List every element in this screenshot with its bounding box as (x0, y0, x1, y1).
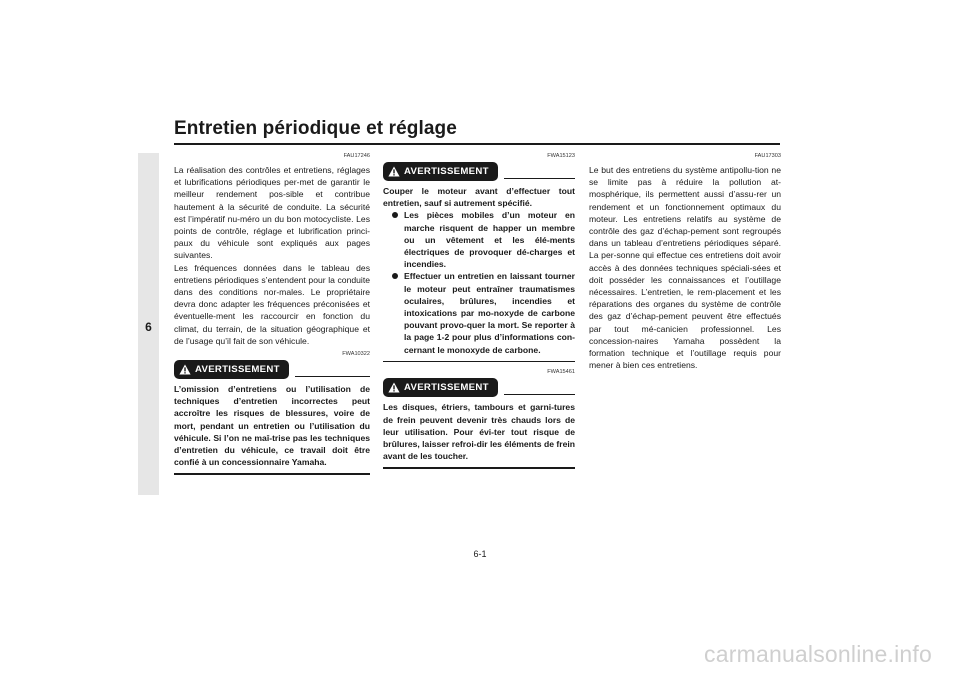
warning-badge (383, 378, 498, 397)
warning-label: AVERTISSEMENT (195, 364, 280, 376)
warning-badge (174, 360, 289, 379)
warning-rule (504, 178, 575, 180)
warning-triangle-icon (179, 364, 191, 375)
warning-rule (504, 394, 575, 396)
chapter-tab (138, 153, 159, 495)
page-title: Entretien périodique et réglage (174, 118, 457, 139)
column-3 (589, 152, 781, 371)
frequency-paragraph: Les fréquences données dans le tableau des entretiens périodiques s’entendent pour la conduite dans des conditions nor-males. Le propriétaire devra donc adapter les fréquences préconisées et éventuelle-ment les raccourcir en fonction du climat, du terrain, de la situation géographique et de l’usage qu’il fait de son véhicule. (174, 262, 370, 346)
warning-label: AVERTISSEMENT (404, 382, 489, 394)
column-2 (383, 152, 575, 469)
warning-triangle-icon (388, 166, 400, 177)
section-code: FAU17246 (343, 153, 370, 159)
column-1 (174, 152, 370, 475)
warning-rule (295, 376, 370, 378)
warning-text: Couper le moteur avant d’effectuer tout entretien, sauf si autrement spécifié. (383, 186, 575, 209)
warning-code: FWA15461 (547, 369, 575, 376)
warning-label: AVERTISSEMENT (404, 166, 489, 177)
warning-header (383, 162, 575, 181)
list-item: Effectuer un entretien en laissant tourner le moteur peut entraîner traumatismes oculaires, brûlures, incendies et intoxications par mo-noxyde de carbone pouvant provo-quer la mort. Se reporter à la page 1-2 pour plus d’informations con-cernant le monoxyde de carbone. (392, 270, 575, 355)
warning-end-rule (383, 467, 575, 469)
warning-end-rule (383, 361, 575, 363)
warning-bullet-list (383, 209, 575, 355)
warning-end-rule (174, 473, 370, 475)
warning-text: Les disques, étriers, tambours et garni-tures de frein peuvent devenir très chauds lors de leur utilisation. Pour évi-ter tout risque de brûlures, laisser refroi-dir les éléments de frein avant de les toucher. (383, 402, 575, 462)
title-divider (174, 143, 780, 145)
warning-header (174, 360, 370, 379)
list-item: Les pièces mobiles d’un moteur en marche risquent de happer un membre ou un vêtement et les élé-ments électriques de provoquer dé-charges et incendies. (392, 209, 575, 270)
page-number: 6-1 (473, 549, 487, 559)
warning-triangle-icon (388, 382, 400, 393)
intro-paragraph: La réalisation des contrôles et entretiens, réglages et lubrifications périodiques per-met de garantir le meilleur rendement pos-sible et contribue hautement à la sécurité de conduite. La sécurité est l’impératif nu-méro un du bon motocycliste. Les points de contrôle, réglage et lubrification princi-paux du véhicule sont expliqués aux pages suivantes. (174, 165, 370, 261)
chapter-number: 6 (145, 320, 152, 334)
warning-text: L’omission d’entretiens ou l’utilisation de techniques d’entretien incorrectes peut accroître les risques de blessures, voire de mort, pendant un entretien ou l’utilisation du véhicule. Si l’on ne maî-trise pas les techniques d’entretien du véhicule, ce travail doit être confié à un concessionnaire Yamaha. (174, 384, 370, 468)
warning-badge (383, 162, 498, 181)
warning-header (383, 378, 575, 397)
emission-paragraph: Le but des entretiens du système antipollu-tion ne se limite pas à réduire la pollution at-mosphérique, ils permettent aussi d’assu-rer un rendement et un fonctionnement optimaux du moteur. Les entretiens relatifs au système de contrôle des gaz d’échap-pement sont regroupés dans un tableau d’entretiens périodiques séparé. La per-sonne qui effectue ces entretiens doit avoir accès à des données techniques spéciali-sées et doit posséder les connaissances et l’outillage nécessaires. L’entretien, le rem-placement et les réparations des organes du système de contrôle des gaz d’échap-pement peuvent être effectués par tout mé-canicien professionnel. Les concession-naires Yamaha possèdent la formation technique et l’outillage requis pour mener à bien ces entretiens. (589, 165, 781, 371)
warning-code: FWA10322 (342, 351, 370, 358)
watermark: carmanualsonline.info (704, 641, 932, 667)
warning-code: FWA15123 (547, 153, 575, 159)
section-code: FAU17303 (754, 153, 781, 159)
